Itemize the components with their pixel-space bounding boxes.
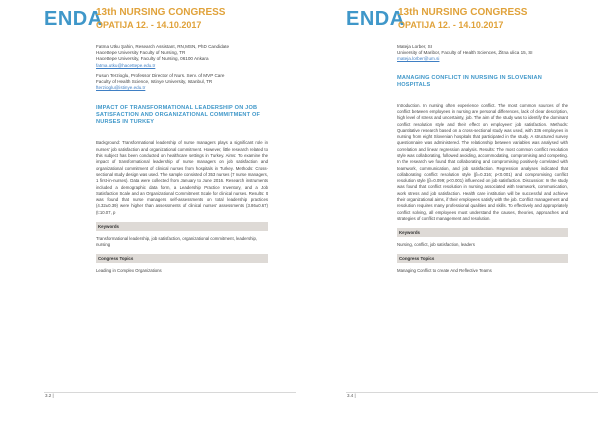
author-line: Hacettepe University, Faculty of Nursing, 06100 Ankara — [96, 56, 209, 62]
enda-logo: ENDA — [44, 8, 103, 30]
author-line: Hacettepe University Faculty of Nursing, TR — [96, 50, 186, 56]
author-line: Mateja Lorber, SI — [397, 44, 432, 49]
author-email-link[interactable]: fterzioglu@istinye.edu.tr — [96, 85, 146, 91]
congress-name: 13th NURSING CONGRESS — [96, 7, 226, 18]
author-block — [96, 44, 268, 69]
abstract-title: IMPACT OF TRANSFORMATIONAL LEADERSHIP ON JOB SATISFACTION AND ORGANIZATIONAL COMMITMENT OF NURSES IN TURKEY — [96, 105, 261, 126]
page-number: 3.4 | — [347, 393, 356, 398]
congress-topics-heading: Congress Topics — [397, 254, 568, 263]
author-line: Fatma Utku Şahin, Research Assistant, RN,MSN, PhD Candidate — [96, 44, 230, 49]
author-block — [397, 44, 568, 63]
keywords-heading: Keywords — [397, 228, 568, 237]
abstract-title: MANAGING CONFLICT IN NURSING IN SLOVENIAN HOSPITALS — [397, 74, 542, 88]
abstract-column — [96, 44, 268, 275]
abstract-column — [397, 44, 568, 275]
congress-topic-text: Managing Conflict to create And Reflective Teams — [397, 268, 492, 274]
keywords-heading: Keywords — [96, 222, 268, 231]
congress-name: 13th NURSING CONGRESS — [398, 7, 528, 18]
congress-topic-text: Leading in Complex Organizations — [96, 268, 162, 274]
congress-topics-heading: Congress Topics — [96, 254, 268, 263]
congress-dates: OPATIJA 12. - 14.10.2017 — [96, 20, 202, 30]
congress-dates: OPATIJA 12. - 14.10.2017 — [398, 20, 504, 30]
author-email-link[interactable]: fatma.utku@hacettepe.edu.tr — [96, 62, 156, 68]
keywords-text: Nursing, conflict, job satisfaction, leaders — [397, 242, 475, 248]
footer-divider — [44, 392, 296, 393]
author-line: Faculty of Health Science, Istinye University, Istanbul, TR — [96, 79, 213, 85]
page-number: 3.2 | — [45, 393, 54, 398]
author-line: University of Maribor, Faculty of Health Sciences, Žitna ulica 15, SI — [397, 50, 533, 56]
enda-logo: ENDA — [346, 8, 405, 30]
author-line: Fusun Terzioglu, Professor Director of Nurs. Serv. of MVP Care — [96, 72, 225, 78]
author-block — [96, 73, 268, 92]
conference-header — [346, 6, 596, 36]
conference-header — [44, 6, 294, 36]
footer-divider — [346, 392, 598, 393]
author-email-link[interactable]: mateja.lorber@um.si — [397, 56, 440, 62]
abstract-body: Introduction. In nursing often experience conflict. The most common sources of the conflict between employees in nursing are personal differences, lack of clear description, high level of stress and uncertainty, job. The aim of the study was to identify the dominant conflict resolution style and their effect on employees' job satisfaction. Methods: Quantitative research based on a cross-sectional study was used, with 336 employees in nursing from eight Slovenian hospitals that participated in the study. A structured survey questionnaire was administered. The relationship between variables was analysed with correlation and linear regression analysis. Results: The most common conflict resolution style was collaborating, followed avoiding, accommodating, compromising and competing. In the research we found that collaborating and compromising positively correlated with teamwork, communication, and job satisfaction. Regression analyses indicated that collaborating conflict resolution style (β=0.316; p<0.001) and compromising conflict resolution style (β=0.099; p<0.001) influenced on job satisfaction. Discussion: In the study was found that conflict resolution in nursing associated with teamwork, communication, work stress and job satisfaction. Health care institution will be successful and achieve their organizational aims, if their employees satisfy with the job. Conflict management and resolution requires many professional qualities and skills. To effectively and appropriately conflict solving, all employees must understand the causes, theories, approaches and strategies of conflict management and resolution. — [397, 102, 569, 221]
abstract-body: Background: Transformational leadership of nurse managers plays a significant role in nurses' job satisfaction and organizational commitment. However, little research related to this subject has been conducted on healthcare settings in Turkey. Aims: To examine the impact of transformational leadership of nurse managers on job satisfaction and organizational commitment of clinical nurses from hospitals in Turkey. Methods: Cross-sectional study design was used. The sample consisted of 353 nurses (7 nurse managers, 1 first-in-nurses). Data were collected from January to June 2016. Research instruments included a demographic data form, a Leadership Practice Inventory, and a Job Satisfaction Scale and an Organizational Commitment Scale for clinical nurses. Results: It was found that nurse managers self-assessments on total leadership practices (4.32±0.39) were higher than assessments of clinical nurses' assessments (3.86±0.67) (t:10.07, p — [96, 140, 268, 215]
right-page — [300, 0, 600, 424]
keywords-text: Transformational leadership, job satisfaction, organizational commitment, leadership, nursing — [96, 235, 258, 248]
